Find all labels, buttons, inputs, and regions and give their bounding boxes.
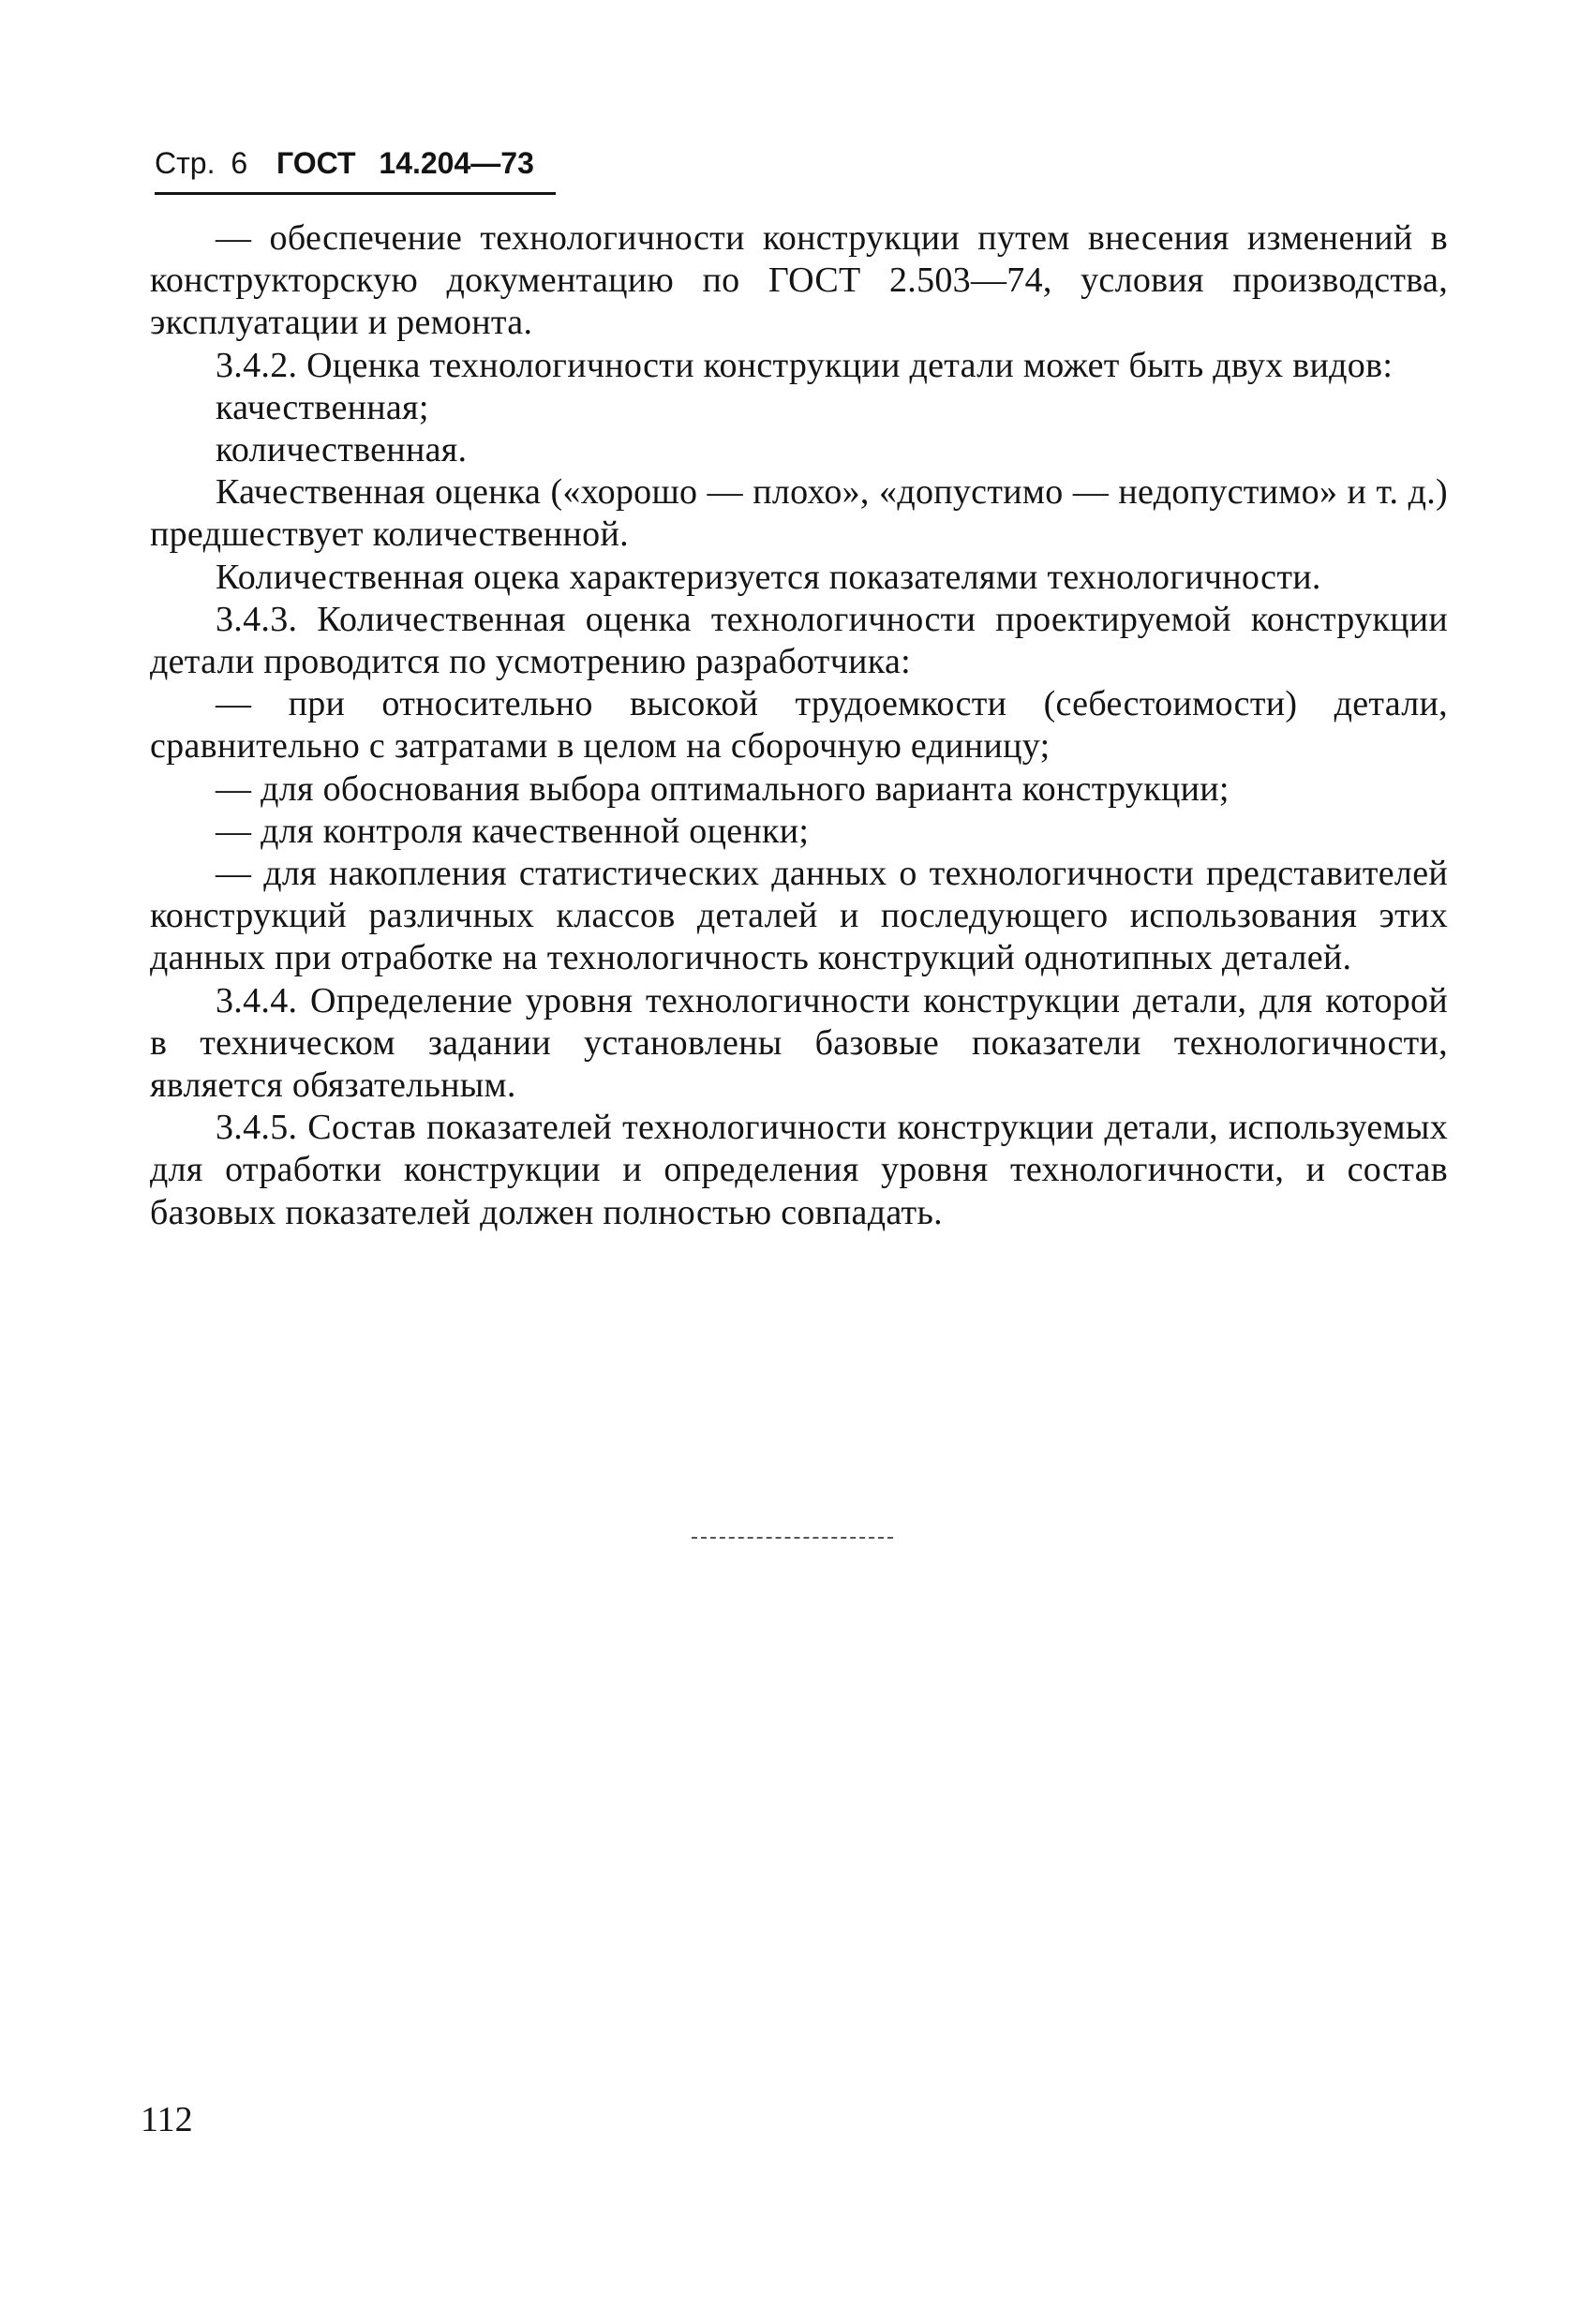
paragraph-3-4-5: 3.4.5. Состав показателей технологичности конструкции детали, используемых для отработки конструкции и определения уровня технологичности, и состав базовых показателей должен полностью совпадать. <box>150 1108 1448 1232</box>
paragraph-3-4-3: 3.4.3. Количественная оценка технологичности проектируемой конструкции детали проводится по усмотрению разработчика: <box>150 599 1448 682</box>
list-item-high-labor: — при относительно высокой трудоемкости (себестоимости) детали, сравнительно с затратами в целом на сборочную единицу; <box>150 684 1448 767</box>
paragraph-3-4-4: 3.4.4. Определение уровня технологичности конструкции детали, для которой в техническом задании установлены базовые показатели технологичности, является обязательным. <box>150 980 1448 1106</box>
paragraph-qualitative-assessment: Качественная оценка («хорошо — плохо», «допустимо — недопустимо» и т. д.) предшествует количественной. <box>150 472 1448 555</box>
list-item-quantitative: количественная. <box>216 430 468 470</box>
list-item-qualitative: качественная; <box>216 387 429 427</box>
page-header <box>155 142 558 199</box>
list-item-statistics: — для накопления статистических данных о технологичности представителей конструкций различных классов деталей и последующего использования этих данных при отработке на технологичность конструкций однотипных деталей. <box>150 854 1448 978</box>
paragraph-3-4-2: 3.4.2. Оценка технологичности конструкции детали может быть двух видов: <box>216 345 1394 385</box>
header-standard-code: 14.204—73 <box>379 146 534 180</box>
header-page-prefix: Стр. <box>155 146 216 180</box>
header-page-number: 6 <box>231 146 248 180</box>
document-body <box>150 217 1448 1234</box>
paragraph-ensure-manufacturability: — обеспечение технологичности конструкции путем внесения изменений в конструкторскую документацию по ГОСТ 2.503—74, условия производства, эксплуатации и ремонта. <box>150 218 1448 343</box>
header-standard-label: ГОСТ <box>276 146 356 180</box>
paragraph-quantitative-assessment: Количественная оцека характеризуется показателями технологичности. <box>216 557 1321 597</box>
footer-page-number: 112 <box>141 2100 193 2139</box>
list-item-control: — для контроля качественной оценки; <box>216 811 810 851</box>
section-end-divider <box>692 1537 893 1539</box>
header-rule <box>155 192 556 195</box>
list-item-optimal-variant: — для обоснования выбора оптимального варианта конструкции; <box>216 768 1230 809</box>
